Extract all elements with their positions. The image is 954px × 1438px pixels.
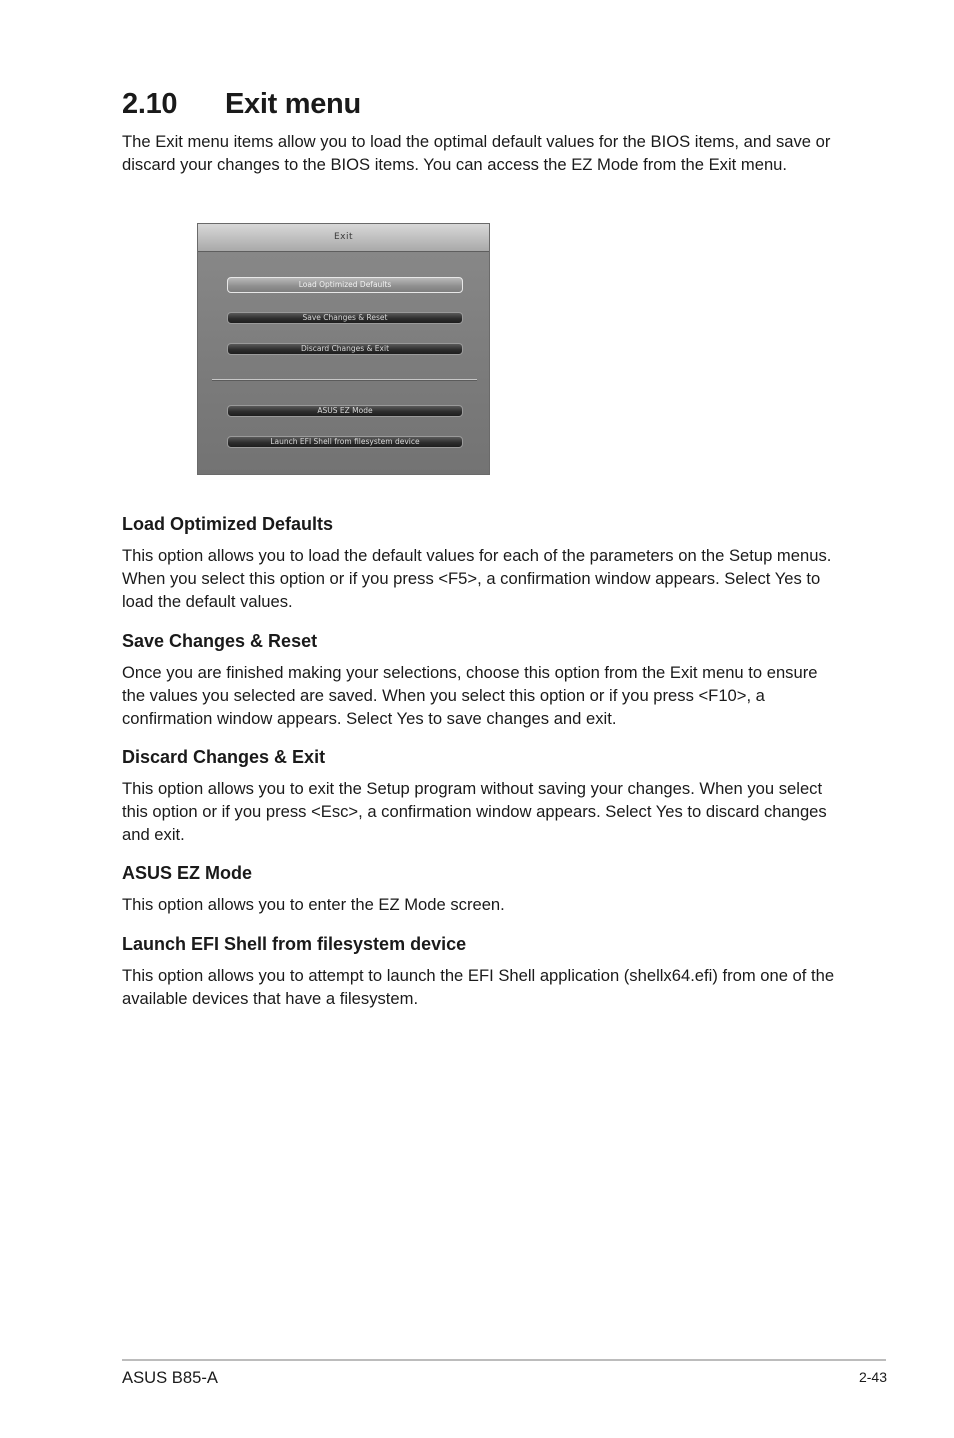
bios-title-bar: Exit — [198, 224, 489, 252]
efi-shell-text: This option allows you to attempt to launch the EFI Shell application (shellx64.efi) from one of the available devices that have a filesystem. — [122, 966, 835, 1008]
efi-shell-heading: Launch EFI Shell from filesystem device — [122, 934, 467, 954]
bios-exit-screenshot — [197, 223, 490, 475]
save-reset-heading: Save Changes & Reset — [122, 631, 318, 651]
ez-mode-text: This option allows you to enter the EZ Mode screen. — [122, 895, 505, 914]
footer-rule — [122, 1359, 886, 1361]
discard-exit-text: This option allows you to exit the Setup program without saving your changes. When you select this option or if you press <Esc>, a confirmation window appears. Select Yes to discard changes and exit. — [122, 779, 827, 844]
intro-paragraph: The Exit menu items allow you to load the optimal default values for the BIOS items, and save or discard your changes to the BIOS items. You can access the EZ Mode from the Exit menu. — [122, 132, 831, 174]
section-title: Exit menu — [225, 88, 361, 120]
bios-discard-exit-button[interactable]: Discard Changes & Exit — [227, 343, 463, 355]
bios-efi-shell-button[interactable]: Launch EFI Shell from filesystem device — [227, 436, 463, 448]
ez-mode-heading: ASUS EZ Mode — [122, 863, 253, 883]
section-heading — [122, 88, 361, 121]
footer-product: ASUS B85-A — [122, 1368, 218, 1387]
save-reset-text: Once you are finished making your selections, choose this option from the Exit menu to ensure the values you selected are saved. When you select this option or if you press <F10>, a confirmation window appears. Select Yes to save changes and exit. — [122, 663, 818, 728]
load-defaults-heading: Load Optimized Defaults — [122, 514, 334, 534]
bios-separator — [212, 379, 477, 380]
section-number: 2.10 — [122, 88, 178, 120]
bios-save-reset-button[interactable]: Save Changes & Reset — [227, 312, 463, 324]
bios-load-defaults-button[interactable]: Load Optimized Defaults — [227, 277, 463, 293]
footer-page-number: 2-43 — [858, 1369, 887, 1385]
bios-ez-mode-button[interactable]: ASUS EZ Mode — [227, 405, 463, 417]
load-defaults-text: This option allows you to load the default values for each of the parameters on the Setup menus. When you select this option or if you press <F5>, a confirmation window appears. Select Yes to load the default values. — [122, 546, 832, 611]
discard-exit-heading: Discard Changes & Exit — [122, 747, 326, 767]
